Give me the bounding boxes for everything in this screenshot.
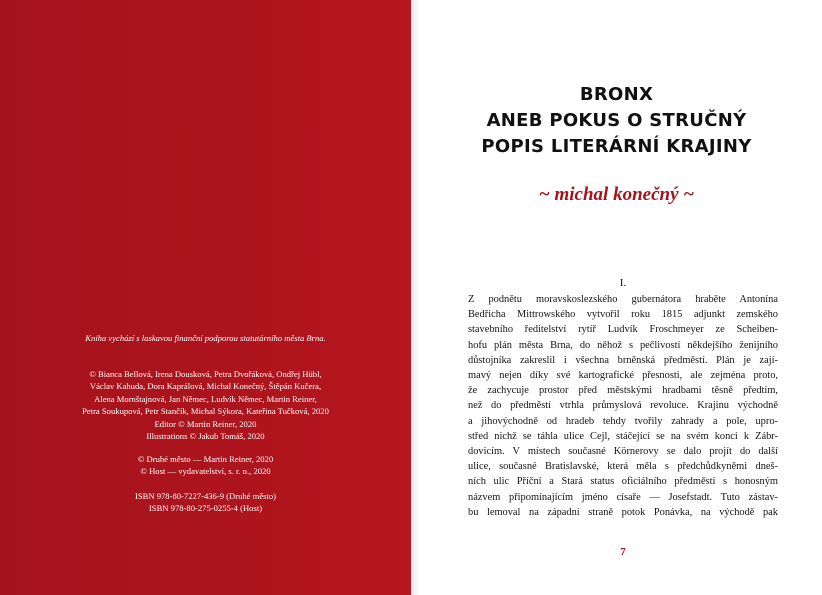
body-line: ních ulic Příční a Stará status oficiálního předměstí s honosným bbox=[468, 476, 778, 488]
section-number: I. bbox=[619, 277, 627, 289]
copyright-block bbox=[40, 368, 371, 442]
illustrations-copyright: Illustrations © Jakub Tomáš, 2020 bbox=[146, 431, 265, 442]
body-line: než do předměstí vtrhla průmyslová revoluce. Krajinu východně bbox=[468, 400, 778, 412]
page-number: 7 bbox=[620, 546, 626, 558]
body-line: bu lemoval na západní straně potok Ponávka, na východě pak bbox=[468, 506, 778, 518]
author-name: ~ michal konečný ~ bbox=[538, 184, 695, 205]
body-line: a jihovýchodně od hradeb tehdy tvořily zahrady a pole, upro- bbox=[468, 415, 778, 427]
right-page bbox=[411, 0, 822, 595]
chapter-title-line: BRONX bbox=[579, 84, 654, 105]
body-line: Bedřicha Mittrowského vytvořil roku 1815 adjunkt zemského bbox=[468, 309, 778, 321]
isbn-line: ISBN 978-80-275-0255-4 (Host) bbox=[148, 503, 263, 514]
body-line: že zachycuje prostor před městskými hradbami těsně předtím, bbox=[468, 385, 778, 397]
copyright-line: © Bianca Bellová, Irena Dousková, Petra Dvořáková, Ondřej Hübl, bbox=[89, 369, 322, 379]
chapter-title-line: POPIS LITERÁRNÍ KRAJINY bbox=[481, 136, 752, 157]
copyright-line: Alena Mornštajnová, Jan Němec, Ludvík Němec, Martin Reiner, bbox=[94, 393, 317, 404]
chapter-title-line: ANEB POKUS O STRUČNÝ bbox=[486, 110, 747, 131]
body-line: ulice, současné Bratislavské, která měla s předchůdkyněmi dneš- bbox=[468, 461, 778, 473]
body-line: hofu plán města Brna, do něhož s pečlivostí někdejšího ženijního bbox=[468, 339, 778, 351]
body-line: důstojníka zakreslil i všechna brněnská předměstí. Plán je zají- bbox=[468, 354, 778, 366]
copyright-line: Petra Soukupová, Petr Stančík, Michal Sýkora, Kateřina Tučková, 2020 bbox=[82, 406, 329, 417]
publisher-block bbox=[40, 453, 371, 478]
body-line: mavý nejen díky své kartografické přesnosti, ale zejména proto, bbox=[468, 370, 778, 382]
body-line: Z podnětu moravskoslezského gubernátora hraběte Antonína bbox=[468, 294, 778, 305]
isbn-line: ISBN 978-80-7227-436-9 (Druhé město) bbox=[134, 491, 277, 501]
copyright-line: Václav Kahuda, Dora Kaprálová, Michal Konečný, Štěpán Kučera, bbox=[89, 381, 322, 392]
editor-copyright: Editor © Martin Reiner, 2020 bbox=[154, 418, 257, 429]
body-line: stavebního ředitelství rytíř Ludvík Froschmeyer ze Scheiben- bbox=[468, 324, 778, 336]
funding-note: Kniha vychází s laskavou finanční podporou statutárního města Brna. bbox=[85, 333, 326, 343]
body-line: dovicím. V místech současné Körnerovy se dalo projít do další bbox=[468, 446, 778, 458]
publisher-line: © Host — vydavatelství, s. r. o., 2020 bbox=[140, 466, 271, 477]
publisher-line: © Druhé město — Martin Reiner, 2020 bbox=[137, 454, 274, 464]
isbn-block bbox=[40, 490, 371, 515]
body-line: střed nichž se táhla ulice Cejl, stáčející se na svém konci k Zábr- bbox=[468, 430, 778, 442]
chapter-title bbox=[411, 82, 822, 160]
body-paragraph bbox=[468, 292, 778, 520]
body-line: názvem připomínajícím jméno císaře — Josefstadt. Tuto zástav- bbox=[468, 491, 778, 503]
